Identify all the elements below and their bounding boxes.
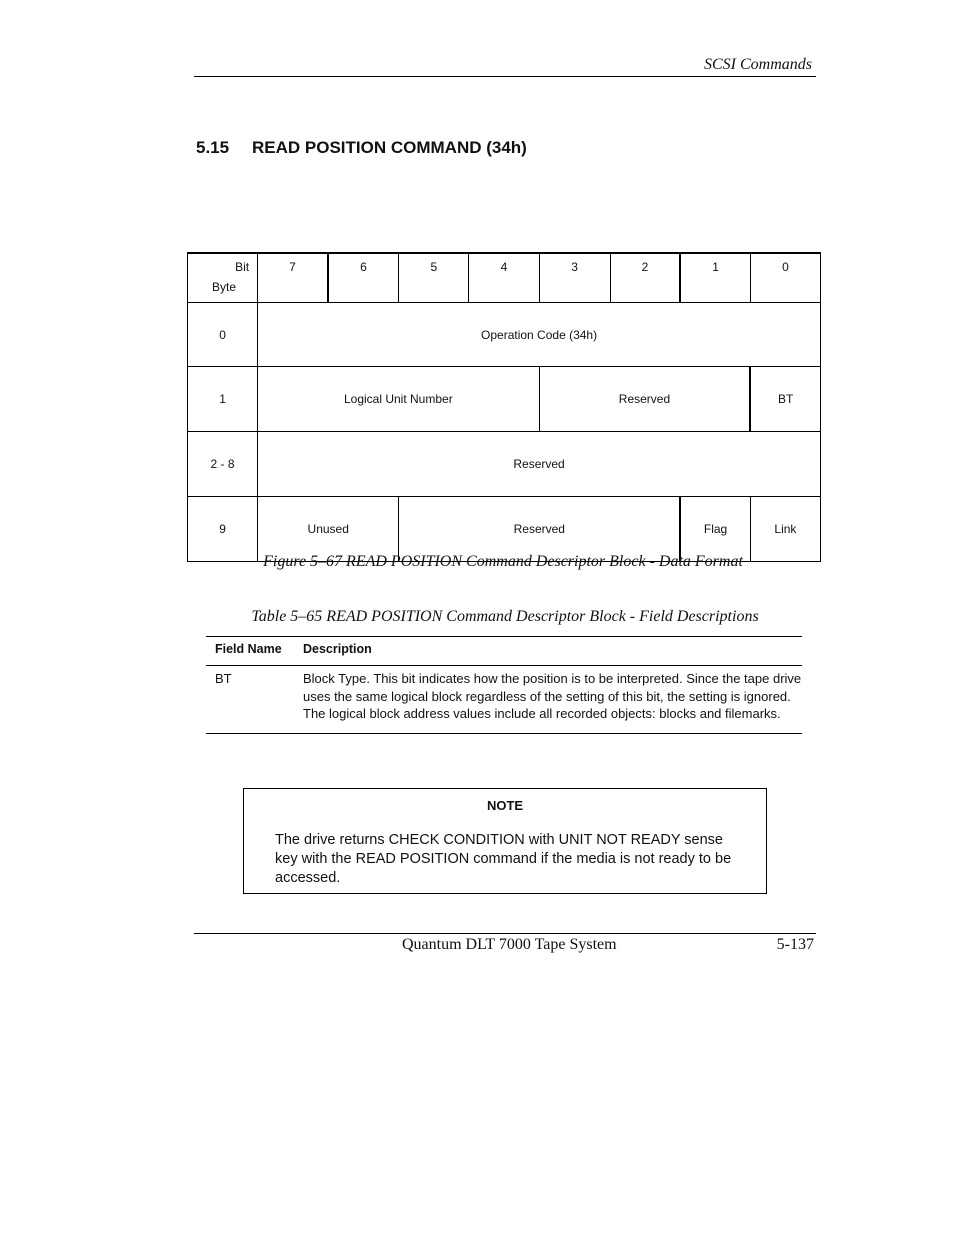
section-number: 5.15 bbox=[196, 138, 230, 157]
bit-byte-corner bbox=[188, 253, 258, 303]
flag-field: Flag bbox=[680, 497, 750, 562]
cdb-figure-table bbox=[187, 252, 821, 562]
bit-label: Bit bbox=[235, 260, 250, 274]
running-header: SCSI Commands bbox=[703, 56, 812, 73]
bit-2-header: 2 bbox=[610, 253, 680, 303]
note-box bbox=[243, 788, 767, 894]
note-title: NOTE bbox=[486, 798, 524, 813]
field-table-header-row bbox=[206, 637, 802, 666]
footer-title: Quantum DLT 7000 Tape System bbox=[402, 936, 617, 953]
description-cell: Block Type. This bit indicates how the position is to be interpreted. Since the tape drive uses the same logical block regardless of the setting of this bit, the setting is ignored. The logical block address values include all recorded objects: blocks and filemarks. bbox=[294, 666, 802, 734]
footer-rule bbox=[194, 933, 816, 934]
byte-number: 9 bbox=[188, 497, 258, 562]
field-descriptions-table bbox=[206, 636, 802, 734]
operation-code-field: Operation Code (34h) bbox=[258, 303, 821, 367]
page-number: 5-137 bbox=[776, 936, 814, 953]
byte-number: 2 - 8 bbox=[188, 432, 258, 497]
cdb-row-byte-0 bbox=[188, 303, 821, 367]
description-header: Description bbox=[294, 637, 802, 666]
byte-label: Byte bbox=[212, 280, 237, 294]
field-name-cell: BT bbox=[206, 666, 294, 734]
cdb-row-byte-2-8 bbox=[188, 432, 821, 497]
bit-5-header: 5 bbox=[399, 253, 469, 303]
link-field: Link bbox=[750, 497, 820, 562]
section-heading bbox=[196, 138, 527, 158]
cdb-header-row bbox=[188, 253, 821, 303]
reserved-field: Reserved bbox=[258, 432, 821, 497]
reserved-field: Reserved bbox=[539, 367, 750, 432]
table-caption: Table 5–65 READ POSITION Command Descriptor Block - Field Descriptions bbox=[251, 608, 759, 625]
cdb-row-byte-1 bbox=[188, 367, 821, 432]
bit-7-header: 7 bbox=[258, 253, 328, 303]
logical-unit-number-field: Logical Unit Number bbox=[258, 367, 539, 432]
note-body: The drive returns CHECK CONDITION with UNIT NOT READY sense key with the READ POSITION command if the media is not ready to be accessed. bbox=[275, 832, 732, 886]
table-row bbox=[206, 666, 802, 734]
header-rule bbox=[194, 76, 816, 77]
bit-4-header: 4 bbox=[469, 253, 539, 303]
bit-3-header: 3 bbox=[539, 253, 610, 303]
reserved-field: Reserved bbox=[399, 497, 680, 562]
bt-field: BT bbox=[750, 367, 820, 432]
cdb-row-byte-9 bbox=[188, 497, 821, 562]
unused-field: Unused bbox=[258, 497, 399, 562]
figure-caption: Figure 5–67 READ POSITION Command Descriptor Block - Data Format bbox=[263, 553, 743, 570]
field-name-header: Field Name bbox=[206, 637, 294, 666]
section-title: READ POSITION COMMAND (34h) bbox=[252, 138, 527, 157]
bit-0-header: 0 bbox=[750, 253, 820, 303]
bit-6-header: 6 bbox=[328, 253, 399, 303]
byte-number: 0 bbox=[188, 303, 258, 367]
byte-number: 1 bbox=[188, 367, 258, 432]
bit-1-header: 1 bbox=[680, 253, 750, 303]
